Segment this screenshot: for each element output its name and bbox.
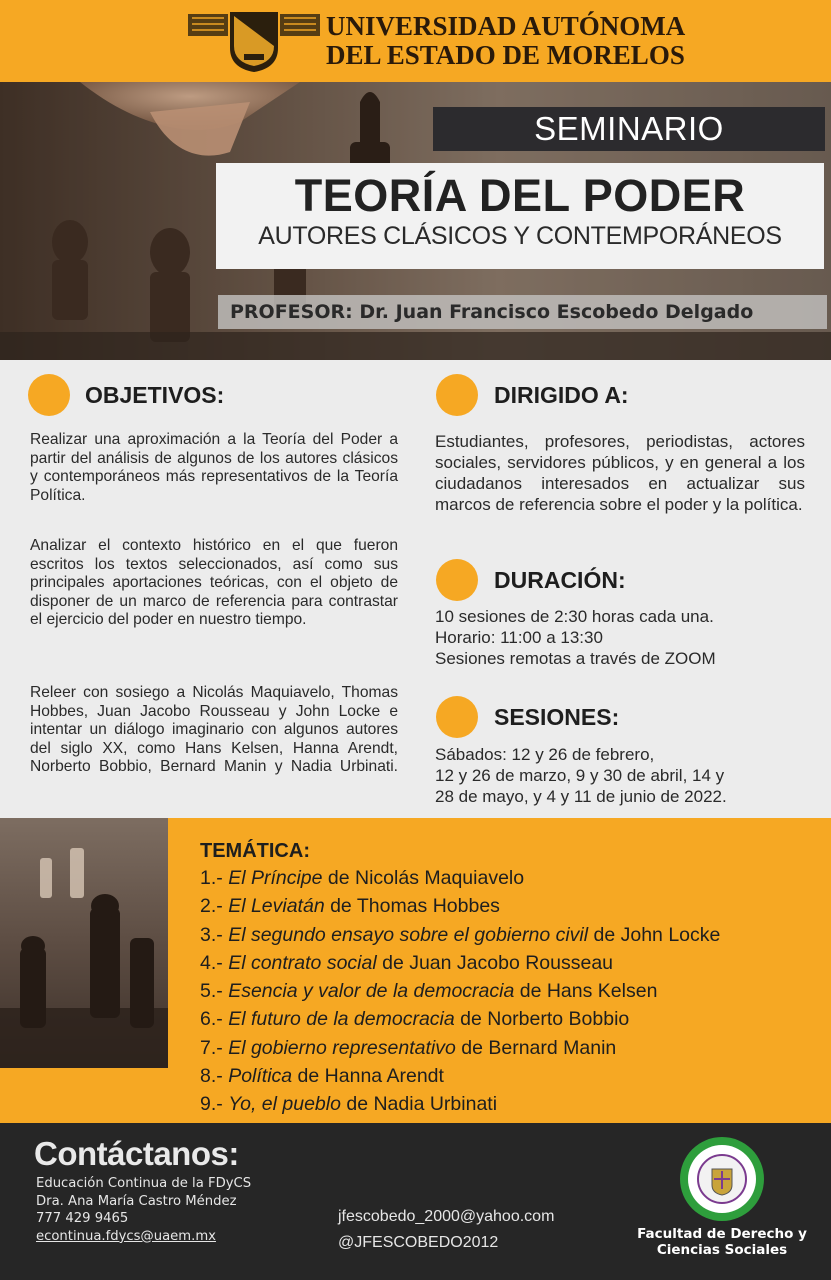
social-contacts bbox=[338, 1204, 554, 1256]
duracion-title: DURACIÓN: bbox=[494, 567, 626, 593]
tematica-item: 7.- El gobierno representativo de Bernard Manin bbox=[200, 1036, 617, 1059]
tematica-list bbox=[200, 864, 720, 1119]
contact-office: Educación Continua de la FDyCS bbox=[36, 1176, 252, 1191]
faculty-name bbox=[622, 1226, 822, 1258]
sesiones-title: SESIONES: bbox=[494, 704, 620, 730]
dirigido-title: DIRIGIDO A: bbox=[494, 382, 629, 408]
contact-phone: 777 429 9465 bbox=[36, 1211, 129, 1227]
duracion-details bbox=[435, 606, 815, 669]
university-name-line1: UNIVERSIDAD AUTÓNOMA bbox=[326, 11, 686, 41]
contact-details bbox=[36, 1175, 251, 1245]
contact-person: Dra. Ana María Castro Méndez bbox=[36, 1193, 237, 1209]
objetivos-bullet-icon bbox=[28, 374, 70, 416]
objetivos-paragraph-3: Releer con sosiego a Nicolás Maquiavelo, Thomas Hobbes, Juan Jacobo Rousseau y John Locke e intentar un diálogo imaginario con algunos autores del siglo XX, como Hans Kelsen, Hanna Arendt, Norberto Bobbio, Bernard Manin y Nadia Urbinati. bbox=[30, 684, 398, 776]
faculty-seal-logo bbox=[675, 1135, 769, 1223]
tematica-item: 4.- El contrato social de Juan Jacobo Rousseau bbox=[200, 951, 614, 974]
sesiones-line: Sábados: 12 y 26 de febrero, bbox=[435, 745, 655, 764]
duracion-line: Horario: 11:00 a 13:30 bbox=[435, 628, 603, 647]
chess-pieces-image bbox=[0, 818, 168, 1068]
sesiones-bullet-icon bbox=[436, 696, 478, 738]
duracion-bullet-icon bbox=[436, 559, 478, 601]
tematica-title: TEMÁTICA: bbox=[200, 840, 310, 862]
twitter-handle[interactable]: @JFESCOBEDO2012 bbox=[338, 1234, 499, 1251]
email-address[interactable]: jfescobedo_2000@yahoo.com bbox=[338, 1208, 555, 1225]
title-box bbox=[216, 163, 824, 269]
tematica-item: 8.- Política de Hanna Arendt bbox=[200, 1065, 444, 1088]
seminar-title: TEORÍA DEL PODER bbox=[294, 170, 746, 221]
tematica-item: 5.- Esencia y valor de la democracia de Hans Kelsen bbox=[200, 980, 658, 1003]
tematica-item: 2.- El Leviatán de Thomas Hobbes bbox=[200, 895, 500, 918]
duracion-line: 10 sesiones de 2:30 horas cada una. bbox=[435, 607, 714, 626]
dirigido-text: Estudiantes, profesores, periodistas, actores sociales, servidores públicos, y en general a los ciudadanos interesados en actualizar sus marcos de referencia sobre el poder y la política. bbox=[435, 432, 805, 514]
seminar-label: SEMINARIO bbox=[433, 107, 825, 151]
objetivos-paragraph-1: Realizar una aproximación a la Teoría del Poder a partir del análisis de algunos de los autores clásicos y contemporáneos más representativos de la Teoría Política. bbox=[30, 431, 398, 504]
contact-title: Contáctanos: bbox=[34, 1135, 239, 1172]
tematica-item: 3.- El segundo ensayo sobre el gobierno civil de John Locke bbox=[200, 923, 721, 946]
dirigido-bullet-icon bbox=[436, 374, 478, 416]
objetivos-paragraph-2: Analizar el contexto histórico en el que fueron escritos los textos seleccionados, así como sus principales aportaciones teóricas, con el objeto de disponer de un marco de referencia para contrastar el ejercicio del poder en nuestro tiempo. bbox=[30, 537, 398, 629]
tematica-item: 1.- El Príncipe de Nicolás Maquiavelo bbox=[200, 867, 525, 889]
objetivos-title: OBJETIVOS: bbox=[85, 382, 225, 408]
tematica-item: 9.- Yo, el pueblo de Nadia Urbinati bbox=[200, 1093, 498, 1116]
contact-email-link[interactable]: econtinua.fdycs@uaem.mx bbox=[36, 1228, 216, 1244]
sesiones-dates bbox=[435, 744, 815, 807]
sesiones-line: 28 de mayo, y 4 y 11 de junio de 2022. bbox=[435, 787, 727, 806]
faculty-name-line1: Facultad de Derecho y bbox=[637, 1226, 807, 1242]
university-crest-logo bbox=[188, 10, 320, 72]
faculty-name-line2: Ciencias Sociales bbox=[656, 1242, 788, 1258]
university-name-line2: DEL ESTADO DE MORELOS bbox=[326, 40, 685, 70]
university-name bbox=[326, 12, 685, 70]
professor-name: PROFESOR: Dr. Juan Francisco Escobedo Delgado bbox=[218, 295, 827, 329]
chess-board-photo bbox=[0, 818, 168, 1068]
tematica-item: 6.- El futuro de la democracia de Norberto Bobbio bbox=[200, 1008, 630, 1031]
duracion-line: Sesiones remotas a través de ZOOM bbox=[435, 649, 716, 668]
sesiones-line: 12 y 26 de marzo, 9 y 30 de abril, 14 y bbox=[435, 766, 725, 785]
seminar-subtitle: AUTORES CLÁSICOS Y CONTEMPORÁNEOS bbox=[258, 222, 782, 250]
